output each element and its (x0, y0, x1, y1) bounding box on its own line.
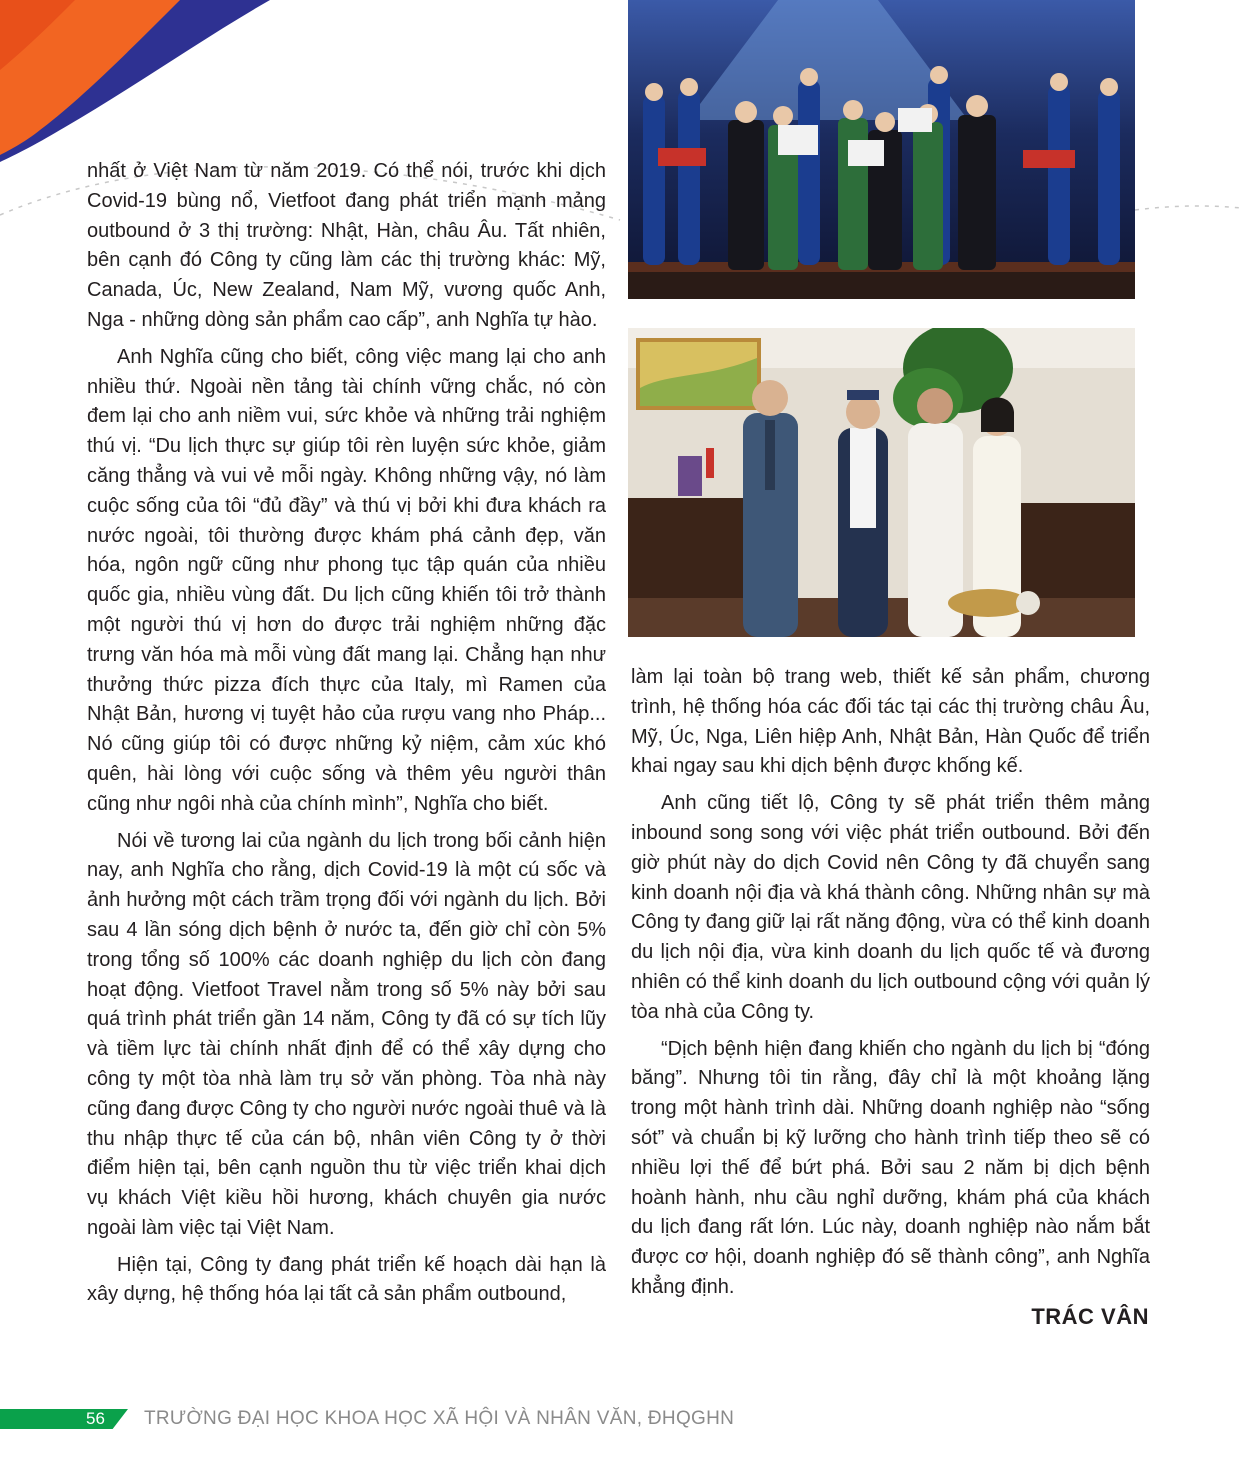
page-number: 56 (86, 1409, 105, 1428)
paragraph: Anh cũng tiết lộ, Công ty sẽ phát triển thêm mảng inbound song song với việc phát triển outbound. Bởi đến giờ phút này do dịch Covid nên Công ty đã chuyển sang kinh doanh nội địa và khá thành công. Những nhân sự mà Công ty đang giữ lại rất năng động, vừa có thể kinh doanh du lịch nội địa, vừa kinh doanh du lịch quốc tế và đương nhiên có thể kinh doanh du lịch outbound cộng với quản lý tòa nhà của Công ty. (631, 792, 1150, 1023)
paragraph: Nói về tương lai của ngành du lịch trong bối cảnh hiện nay, anh Nghĩa cho rằng, dịch Covid-19 là một cú sốc và ảnh hưởng một cách trầm trọng đối với ngành du lịch. Bởi sau 4 lần sóng dịch bệnh ở nước ta, đến giờ chỉ còn 5% trong tổng số 100% các doanh nghiệp du lịch còn đang hoạt động. Vietfoot Travel nằm trong số 5% này bởi sau quá trình phát triển gần 14 năm, Công ty đã có sự tích lũy và tiềm lực tài chính nhất định để có thể xây dựng cho công ty một tòa nhà làm trụ sở văn phòng. Tòa nhà này cũng đang được Công ty cho người nước ngoài thuê và là thu nhập thực tế của cán bộ, nhân viên Công ty ở thời điểm hiện tại, bên cạnh nguồn thu từ việc triển khai dịch vụ khách Việt kiều hồi hương, khách chuyên gia nước ngoài làm việc tại Việt Nam. (87, 829, 606, 1239)
paragraph: nhất ở Việt Nam từ năm 2019. Có thể nói, trước khi dịch Covid-19 bùng nổ, Vietfoot đang phát triển mạnh mảng outbound ở 3 thị trường: Nhật, Hàn, châu Âu. Tất nhiên, bên cạnh đó Công ty cũng làm các thị trường khác: Mỹ, Canada, Úc, New Zealand, Nam Mỹ, vương quốc Anh, Nga - những dòng sản phẩm cao cấp”, anh Nghĩa tự hào. (87, 160, 606, 331)
paragraph: “Dịch bệnh hiện đang khiến cho ngành du lịch bị “đóng băng”. Nhưng tôi tin rằng, đây chỉ là một khoảng lặng trong một hành trình dài. Những doanh nghiệp nào “sống sót” và chuẩn bị kỹ lưỡng cho hành trình tiếp theo sẽ có nhiều lợi thế để bứt phá. Bởi sau 2 năm bị dịch bệnh hoành hành, nhu cầu nghỉ dưỡng, khám phá của khách du lịch đang rất lớn. Lúc này, doanh nghiệp nào nắm bắt được cơ hội, doanh nghiệp đó sẽ thành công”, anh Nghĩa khẳng định. (631, 1037, 1150, 1298)
paragraph: Anh Nghĩa cũng cho biết, công việc mang lại cho anh nhiều thứ. Ngoài nền tảng tài chính vững chắc, nó còn đem lại cho anh niềm vui, sức khỏe và những trải nghiệm thú vị. “Du lịch thực sự giúp tôi rèn luyện sức khỏe, giảm căng thẳng và vui vẻ mỗi ngày. Không những vậy, nó làm cuộc sống của tôi “đủ đầy” và thú vị bởi khi đưa khách ra nước ngoài, tôi thường được khám phá cảnh đẹp, văn hóa, ngôn ngữ cũng như phong tục tập quán của nhiều quốc gia, nhiều vùng đất. Du lịch cũng khiến tôi trở thành một người thú vị hơn do được trải nghiệm những đặc trưng văn hóa mà mỗi vùng đất mang lại. Chẳng hạn như thưởng thức pizza đích thực của Italy, mì Ramen của Nhật Bản, hương vị tuyệt hảo của rượu vang nho Pháp... Nó cũng giúp tôi có được những kỷ niệm, cảm xúc khó quên, hài lòng với cuộc sống và thêm yêu người thân cũng như ngôi nhà của chính mình”, Nghĩa cho biết. (87, 345, 606, 815)
article-right-column (631, 663, 1150, 1310)
paragraph: làm lại toàn bộ trang web, thiết kế sản phẩm, chương trình, hệ thống hóa các đối tác tại các thị trường châu Âu, Mỹ, Úc, Nga, Liên hiệp Anh, Nhật Bản, Hàn Quốc để triển khai ngay sau khi dịch bệnh được khống kế. (631, 666, 1150, 778)
article-left-column (87, 157, 606, 1317)
publication-masthead: TRƯỜNG ĐẠI HỌC KHOA HỌC XÃ HỘI VÀ NHÂN VĂN, ĐHQGHN (144, 1408, 735, 1429)
office-group-photo (628, 328, 1135, 637)
page-footer (0, 1403, 1241, 1437)
author-byline: TRÁC VÂN (1031, 1304, 1149, 1329)
footer-accent-bar (0, 1409, 128, 1429)
award-ceremony-photo (628, 0, 1135, 299)
paragraph: Hiện tại, Công ty đang phát triển kế hoạch dài hạn là xây dựng, hệ thống hóa lại tất cả sản phẩm outbound, (87, 1253, 606, 1306)
